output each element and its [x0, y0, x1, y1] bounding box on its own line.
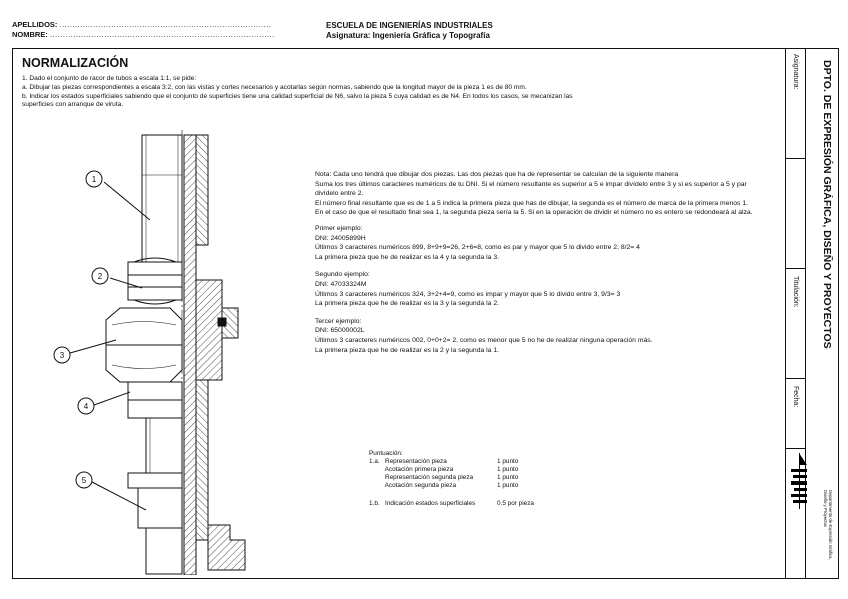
- example-calc: Últimos 3 caracteres numéricos 002, 0+0+2= 2, como es menor que 5 no he de realizar ninguna operación más.: [315, 336, 653, 344]
- statement-line: superficies con arranque de viruta.: [22, 101, 124, 109]
- subject-name: Asignatura: Ingeniería Gráfica y Topografía: [326, 31, 490, 40]
- balloon-label-3: 3: [59, 351, 65, 360]
- scoring-points: 0.5 por pieza: [497, 500, 534, 507]
- statement-line: 1. Dado el conjunto de racor de tubos a escala 1:1, se pide:: [22, 75, 197, 82]
- scoring-points: 1 punto: [497, 458, 519, 465]
- note-line: Suma los tres últimos caracteres numéricos de tu DNI. Si el número resultante es superior a 5 e impar divídelo entre 3 y si es superior a 5 y par divídelo entre 2.: [315, 180, 747, 198]
- balloon-label-2: 2: [97, 272, 103, 281]
- scoring-spacer: [369, 490, 497, 500]
- scoring-row: [369, 458, 534, 466]
- fecha-field-label: Fecha:: [792, 386, 799, 408]
- scoring-heading: Puntuación:: [369, 450, 403, 457]
- scoring-row: [369, 490, 534, 500]
- statement-line: a. Dibujar las piezas correspondientes a escala 3:2, con las vistas y cortes necesarios y acotarlas según normas, sabiendo que la longitud mayor de la pieza 1 es de 80 mm.: [22, 83, 527, 91]
- scoring-item: Acotación segunda pieza: [369, 482, 457, 489]
- scoring-row: [369, 474, 534, 482]
- title-block-divider: [786, 268, 806, 269]
- scoring-points: 1 punto: [497, 466, 519, 473]
- school-name: ESCUELA DE INGENIERÍAS INDUSTRIALES: [326, 21, 493, 30]
- example-title: Primer ejemplo:: [315, 224, 363, 232]
- example-calc: Últimos 3 caracteres numéricos 324, 3+2+4=9, como es impar y mayor que 5 lo divido entre 3, 9/3= 3: [315, 290, 621, 298]
- pipe-body: [142, 135, 182, 275]
- example-dni: DNI: 47033324M: [315, 280, 367, 288]
- asignatura-field-label: Asignatura:: [792, 54, 799, 90]
- scoring-row: [369, 466, 534, 474]
- exercise-statement: [22, 75, 762, 110]
- example-dni: DNI: 24005899H: [315, 234, 366, 242]
- scoring-item: 1.b. Indicación estados superficiales: [369, 500, 476, 507]
- school-header: [326, 21, 493, 41]
- scoring-table: [369, 450, 534, 508]
- scoring-item: Acotación primera pieza: [369, 466, 454, 473]
- balloon-label-5: 5: [81, 476, 87, 485]
- page-title: NORMALIZACIÓN: [22, 56, 129, 70]
- fitting-collar: [128, 473, 182, 488]
- department-title: DPTO. DE EXPRESIÓN GRÁFICA, DISEÑO Y PROYECTOS: [821, 60, 833, 349]
- scoring-points: 1 punto: [497, 482, 519, 489]
- nombre-field[interactable]: .......................................................................................: [49, 30, 275, 39]
- example-result: La primera pieza que he de realizar es la 3 y la segunda la 2.: [315, 300, 500, 308]
- example-block: [315, 317, 755, 355]
- assembly-drawing: [20, 130, 290, 575]
- note-line: El número final resultante que es de 1 a 5 indica la primera pieza que has de dibujar, la segunda es el número de marca de la primera menos 1.: [315, 199, 748, 207]
- apellidos-field[interactable]: ..................................................................................: [59, 20, 272, 29]
- example-title: Tercer ejemplo:: [315, 317, 362, 325]
- example-title: Segundo ejemplo:: [315, 271, 370, 279]
- scoring-item: 1.a. Representación pieza: [369, 458, 447, 465]
- example-block: [315, 224, 755, 262]
- apellidos-label: APELLIDOS:: [12, 20, 58, 29]
- note-paragraph: [315, 170, 755, 218]
- scoring-points: 1 punto: [497, 474, 519, 481]
- nombre-label: NOMBRE:: [12, 30, 48, 39]
- titulacion-field-label: Titulación:: [792, 276, 799, 308]
- balloon-label-1: 1: [91, 175, 97, 184]
- statement-line: b. Indicar los estados superficiales sabiendo que el conjunto de superficies tiene una calidad superficial de N6, salvo la pieza 5 cuya calidad es de N4. En todos los casos, se mecanizan las: [22, 92, 573, 100]
- department-logo-icon: [790, 451, 808, 511]
- balloon-label-4: 4: [83, 402, 89, 411]
- scoring-row: [369, 500, 534, 508]
- title-block-divider: [786, 448, 806, 449]
- section-wall: [184, 135, 196, 575]
- example-block: [315, 270, 755, 308]
- title-block-divider: [786, 378, 806, 379]
- note-line: Nota: Cada uno tendrá que dibujar dos piezas. Las dos piezas que ha de representar se calculan de la siguiente manera: [315, 171, 679, 178]
- scoring-row: [369, 482, 534, 490]
- upper-nut: [128, 262, 182, 300]
- example-result: La primera pieza que he de realizar es la 4 y la segunda la 3.: [315, 253, 500, 261]
- logo-caption: Departamento de Expresión Gráfica, Diseño y Proyectos: [823, 490, 833, 560]
- example-dni: DNI: 65000002L: [315, 327, 365, 335]
- instructions-note: [315, 170, 755, 363]
- note-line: En el caso de que el resultado final sea 1, la segunda pieza sería la 5. Si en la operación de dividir el número no es entero se redondeará al alza.: [315, 209, 753, 217]
- title-block-divider: [786, 158, 806, 159]
- example-result: La primera pieza que he de realizar es la 2 y la segunda la 1.: [315, 346, 500, 354]
- scoring-item: Representación segunda pieza: [369, 474, 474, 481]
- example-calc: Últimos 3 caracteres numéricos 899, 8+9+9=26, 2+6=8, como es par y mayor que 5 lo divido entre 2, 8/2= 4: [315, 244, 640, 252]
- student-header: [12, 20, 275, 40]
